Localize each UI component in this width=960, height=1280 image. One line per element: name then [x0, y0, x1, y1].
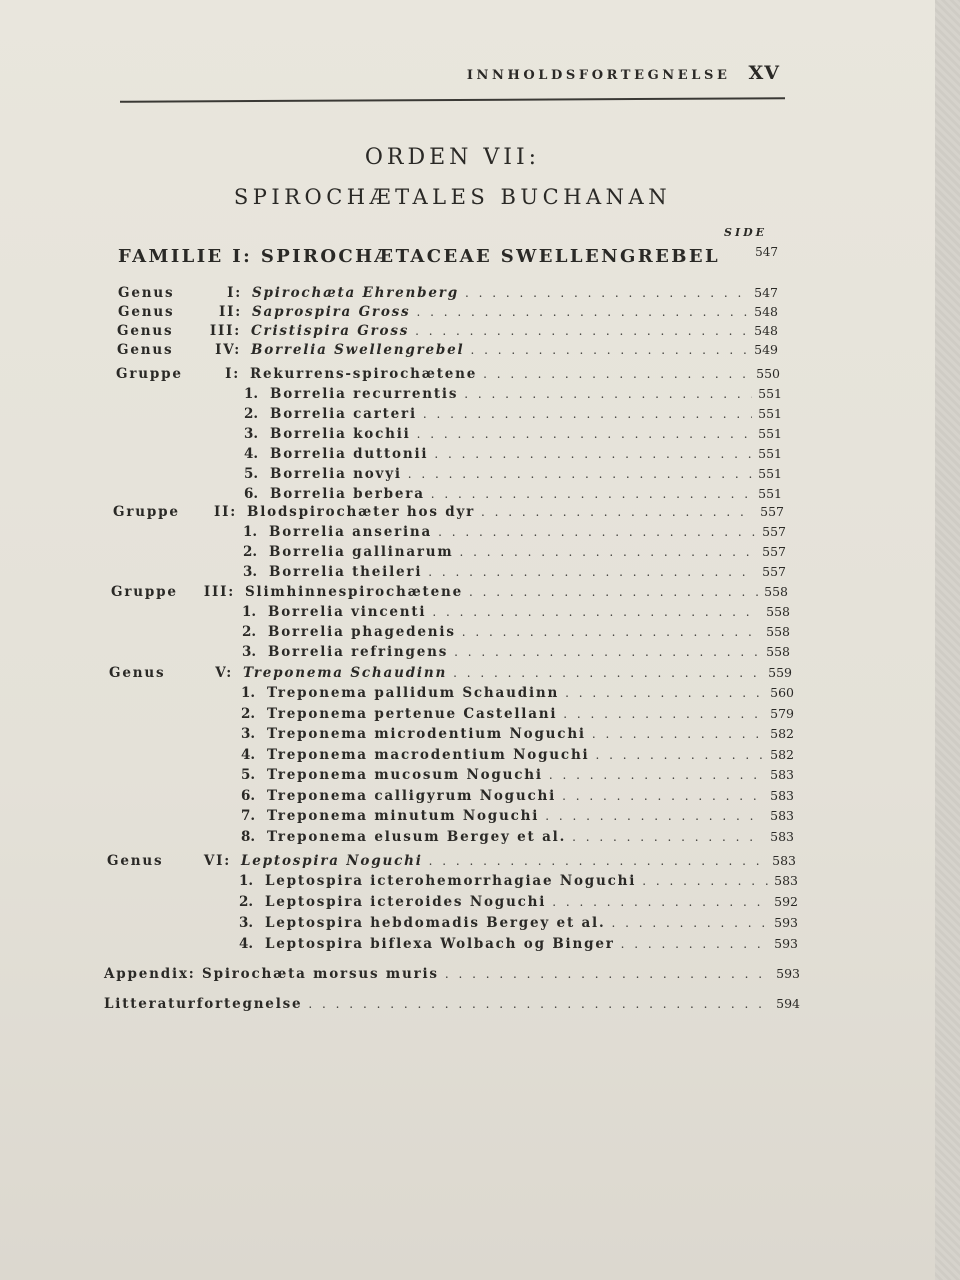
entry-number: 2. — [242, 624, 257, 640]
section-name: Spirochæta Ehrenberg — [252, 285, 459, 301]
entry-page: 557 — [762, 544, 786, 559]
entry-number: 3. — [244, 426, 259, 442]
toc-entry-row — [242, 624, 790, 644]
entry-number: 1. — [239, 873, 254, 889]
entry-page: 558 — [766, 604, 790, 619]
toc-section-row — [117, 323, 778, 343]
entry-name: Borrelia recurrentis — [270, 386, 459, 402]
entry-name: Borrelia kochii — [270, 426, 411, 442]
dot-leader — [432, 605, 760, 619]
entry-name: Litteraturfortegnelse — [104, 996, 303, 1012]
section-roman: III: — [209, 323, 241, 339]
entry-number: 2. — [239, 894, 254, 910]
page-number: XV — [748, 62, 780, 84]
section-name: Cristispira Gross — [251, 323, 410, 339]
toc-entry-row — [104, 996, 800, 1016]
dot-leader — [415, 324, 748, 338]
orden-heading: ORDEN VII: — [364, 145, 541, 170]
toc-section-row — [118, 304, 778, 324]
section-page: 549 — [754, 342, 778, 357]
entry-page: 582 — [770, 726, 794, 741]
toc-entry-row — [239, 936, 798, 956]
dot-leader — [416, 305, 748, 319]
dot-leader — [572, 830, 764, 844]
entry-page: 592 — [774, 894, 798, 909]
toc-entry-row — [243, 544, 786, 564]
toc-entry-row — [244, 386, 782, 406]
section-label: Gruppe — [111, 584, 178, 600]
entry-name: Borrelia duttonii — [270, 446, 429, 462]
toc-entry-row — [241, 685, 794, 705]
section-roman: VI: — [203, 853, 231, 869]
entry-number: 3. — [241, 726, 256, 742]
section-roman: IV: — [215, 342, 241, 358]
section-name: Rekurrens-spirochætene — [250, 366, 478, 382]
entry-page: 557 — [762, 564, 786, 579]
dot-leader — [454, 645, 760, 659]
toc-entry-row — [244, 446, 782, 466]
toc-entry-row — [239, 894, 798, 914]
toc-entry-row — [242, 604, 790, 624]
entry-number: 4. — [241, 746, 256, 763]
section-roman: II: — [218, 304, 242, 320]
section-page: 557 — [760, 504, 784, 519]
entry-name: Treponema mucosum Noguchi — [267, 767, 543, 783]
entry-page: 558 — [766, 624, 790, 639]
section-roman: I: — [225, 366, 240, 382]
toc-entry-row — [243, 564, 786, 584]
toc-entry-row — [241, 767, 794, 787]
section-page: 548 — [754, 304, 778, 319]
dot-leader — [408, 467, 752, 481]
entry-page: 579 — [770, 705, 794, 721]
entry-number: 4. — [239, 936, 254, 952]
entry-name: Treponema pallidum Schaudinn — [267, 685, 560, 701]
entry-number: 2. — [244, 406, 259, 422]
entry-name: Borrelia theileri — [269, 564, 423, 580]
dot-leader — [549, 768, 764, 782]
dot-leader — [592, 727, 764, 741]
toc-entry-row — [241, 808, 794, 828]
entry-number: 5. — [241, 767, 256, 783]
entry-page: 594 — [776, 996, 800, 1011]
order-title: SPIROCHÆTALES BUCHANAN — [233, 185, 672, 209]
section-name: Slimhinnespirochætene — [245, 584, 463, 600]
entry-page: 583 — [770, 787, 794, 803]
entry-page: 558 — [766, 644, 790, 659]
entry-number: 8. — [241, 828, 256, 845]
entry-name: Leptospira icterohemorrhagiae Noguchi — [265, 873, 637, 889]
entry-page: 593 — [774, 915, 798, 930]
toc-entry-row — [241, 706, 794, 726]
dot-leader — [428, 565, 756, 579]
dot-leader — [469, 585, 758, 599]
toc-section-row — [118, 285, 778, 305]
entry-page: 583 — [770, 808, 794, 823]
section-page: 583 — [772, 853, 796, 868]
toc-entry-row — [239, 873, 798, 893]
familie-page: 547 — [755, 245, 778, 259]
entry-page: 583 — [774, 873, 798, 888]
entry-number: 6. — [241, 787, 256, 804]
section-page: 558 — [764, 584, 788, 599]
entry-page: 551 — [758, 446, 782, 461]
section-name: Blodspirochæter hos dyr — [247, 504, 476, 520]
entry-name: Borrelia novyi — [270, 466, 402, 482]
entry-number: 3. — [243, 564, 258, 580]
section-name: Leptospira Noguchi — [241, 853, 423, 869]
toc-section-row — [116, 366, 780, 386]
entry-number: 3. — [242, 644, 257, 660]
dot-leader — [464, 387, 752, 401]
entry-name: Treponema calligyrum Noguchi — [267, 787, 557, 804]
dot-leader — [423, 407, 752, 421]
entry-name: Treponema macrodentium Noguchi — [267, 746, 590, 763]
section-page: 547 — [754, 285, 778, 300]
dot-leader — [434, 447, 752, 461]
entry-name: Borrelia carteri — [270, 406, 417, 422]
entry-number: 1. — [242, 604, 257, 620]
dot-leader — [431, 487, 752, 501]
running-head-title: INNHOLDSFORTEGNELSE — [466, 68, 731, 83]
dot-leader — [465, 286, 748, 300]
toc-entry-row — [241, 829, 794, 849]
section-name: Borrelia Swellengrebel — [251, 342, 465, 358]
entry-name: Treponema microdentium Noguchi — [267, 726, 586, 742]
entry-number: 3. — [239, 915, 254, 931]
toc-entry-row — [244, 426, 782, 446]
section-label: Genus — [117, 342, 174, 358]
dot-leader — [545, 809, 764, 823]
entry-page: 551 — [758, 466, 782, 481]
section-name: Saprospira Gross — [252, 304, 411, 320]
dot-leader — [459, 545, 756, 559]
toc-entry-row — [241, 726, 794, 746]
entry-page: 551 — [758, 386, 782, 401]
section-page: 550 — [756, 366, 780, 381]
entry-page: 551 — [758, 406, 782, 421]
entry-name: Treponema pertenue Castellani — [267, 705, 558, 722]
dot-leader — [308, 997, 770, 1011]
entry-number: 2. — [243, 544, 258, 560]
dot-leader — [552, 895, 768, 909]
dot-leader — [429, 854, 766, 868]
toc-entry-row — [241, 788, 794, 808]
entry-name: Leptospira biflexa Wolbach og Binger — [265, 936, 615, 952]
background-surface — [935, 0, 960, 1280]
toc-entry-row — [242, 644, 790, 664]
entry-name: Leptospira icteroides Noguchi — [265, 894, 547, 910]
entry-number: 4. — [244, 446, 259, 462]
toc-section-row — [107, 853, 796, 873]
toc-entry-row — [239, 915, 798, 935]
entry-name: Borrelia anserina — [269, 524, 433, 540]
section-page: 559 — [768, 665, 792, 680]
toc-section-row — [117, 342, 778, 362]
dot-leader — [611, 916, 768, 930]
toc-section-row — [111, 584, 788, 604]
entry-name: Borrelia berbera — [270, 486, 425, 502]
toc-entry-row — [243, 524, 786, 544]
section-label: Genus — [118, 285, 175, 301]
entry-number: 5. — [244, 466, 259, 482]
entry-name: Borrelia gallinarum — [269, 544, 454, 560]
entry-number: 6. — [244, 486, 259, 502]
entry-number: 1. — [243, 524, 258, 540]
entry-page: 593 — [776, 966, 800, 981]
familie-text: FAMILIE I: SPIROCHÆTACEAE SWELLENGREBEL — [118, 246, 721, 267]
dot-leader — [562, 789, 764, 803]
entry-page: 551 — [758, 486, 782, 501]
entry-name: Appendix: Spirochæta morsus muris — [104, 966, 439, 982]
dot-leader — [565, 686, 764, 700]
dot-leader — [438, 525, 756, 539]
dot-leader — [642, 874, 768, 888]
entry-name: Treponema elusum Bergey et al. — [267, 828, 567, 845]
section-roman: V: — [215, 665, 233, 681]
section-name: Treponema Schaudinn — [243, 665, 448, 681]
section-label: Genus — [109, 665, 166, 681]
toc-entry-row — [104, 966, 800, 986]
toc-entry-row — [244, 406, 782, 426]
entry-number: 2. — [241, 705, 256, 722]
section-label: Gruppe — [113, 504, 180, 520]
dot-leader — [621, 937, 769, 951]
dot-leader — [595, 748, 764, 762]
entry-page: 583 — [770, 828, 794, 844]
section-label: Genus — [117, 323, 174, 339]
dot-leader — [445, 967, 770, 981]
section-roman: II: — [213, 504, 237, 520]
entry-name: Treponema minutum Noguchi — [267, 808, 540, 824]
entry-name: Leptospira hebdomadis Bergey et al. — [265, 915, 606, 931]
entry-page: 593 — [774, 936, 798, 951]
toc-entry-row — [244, 466, 782, 486]
dot-leader — [470, 343, 748, 357]
entry-name: Borrelia refringens — [268, 644, 449, 660]
entry-page: 551 — [758, 426, 782, 441]
entry-number: 1. — [241, 685, 256, 701]
toc-entry-row — [244, 486, 782, 506]
entry-number: 1. — [244, 386, 259, 402]
toc-section-row — [113, 504, 784, 524]
entry-name: Borrelia vincenti — [268, 604, 427, 620]
section-label: Gruppe — [116, 366, 183, 382]
side-label: SIDE — [724, 226, 768, 239]
section-roman: I: — [227, 285, 242, 301]
toc-entry-row — [241, 747, 794, 767]
dot-leader — [453, 666, 762, 680]
entry-page: 557 — [762, 524, 786, 539]
dot-leader — [483, 367, 750, 381]
dot-leader — [462, 625, 760, 639]
dot-leader — [563, 707, 764, 721]
section-label: Genus — [118, 304, 175, 320]
entry-page: 560 — [770, 685, 794, 700]
dot-leader — [417, 427, 753, 441]
section-page: 548 — [754, 323, 778, 338]
dot-leader — [481, 505, 754, 519]
entry-number: 7. — [241, 808, 256, 824]
toc-section-row — [109, 665, 792, 685]
entry-page: 583 — [770, 767, 794, 782]
section-roman: III: — [203, 584, 235, 600]
section-label: Genus — [107, 853, 164, 869]
entry-name: Borrelia phagedenis — [268, 624, 456, 640]
entry-page: 582 — [770, 746, 794, 762]
